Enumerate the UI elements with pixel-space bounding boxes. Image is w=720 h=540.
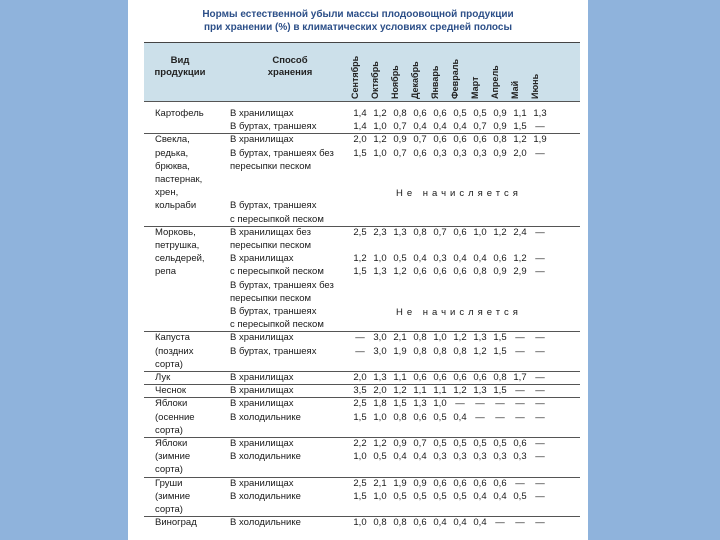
value-cell: 0,7 (413, 438, 427, 449)
value-cell: 1,1 (393, 372, 407, 383)
value-cell: 2,2 (353, 438, 367, 449)
value-cell: 0,4 (413, 451, 427, 463)
value-cell: 1,0 (373, 121, 387, 133)
value-cell: 1,9 (393, 345, 407, 357)
value-cell: 1,2 (373, 438, 387, 449)
value-cell: 2,1 (393, 332, 407, 344)
value-cell: — (515, 477, 525, 489)
value-cell: 0,8 (413, 226, 427, 238)
method-cell: В буртах, траншеях (230, 345, 317, 357)
method-cell: В хранилищах (230, 398, 294, 410)
value-cell: 1,7 (513, 372, 527, 383)
row-divider (144, 437, 580, 438)
header-month: Октябрь (370, 61, 380, 99)
value-cell: 0,5 (453, 490, 467, 502)
value-cell: 1,8 (373, 398, 387, 410)
product-cell: (поздних (155, 345, 194, 357)
value-cell: 0,9 (493, 108, 507, 119)
header-method-line-2: хранения (267, 67, 313, 78)
value-cell: 0,8 (413, 345, 427, 357)
value-cell: 3,0 (373, 345, 387, 357)
header-month: Ноябрь (390, 65, 400, 99)
value-cell: 0,7 (393, 147, 407, 159)
value-cell: 1,5 (513, 121, 527, 133)
value-cell: — (515, 332, 525, 344)
value-cell: 0,6 (413, 266, 427, 278)
value-cell: 0,8 (433, 345, 447, 357)
value-cell: 1,3 (393, 226, 407, 238)
method-cell: В хранилищах (230, 438, 294, 449)
value-cell: — (535, 451, 545, 463)
header-product-line-1: Вид (170, 55, 190, 66)
value-cell: 0,4 (413, 253, 427, 265)
product-cell: сорта) (155, 464, 183, 476)
value-cell: 1,3 (473, 332, 487, 344)
value-cell: 1,5 (493, 385, 507, 397)
value-cell: 0,4 (493, 490, 507, 502)
header-divider (144, 101, 580, 102)
row-divider (144, 397, 580, 398)
method-cell: В холодильнике (230, 411, 301, 423)
value-cell: — (355, 332, 365, 344)
method-cell: В хранилищах (230, 477, 294, 489)
value-cell: 0,6 (473, 134, 487, 146)
value-cell: 0,6 (453, 226, 467, 238)
value-cell: 0,3 (493, 451, 507, 463)
value-cell: 0,3 (433, 253, 447, 265)
value-cell: 0,6 (433, 134, 447, 146)
value-cell: 0,6 (453, 134, 467, 146)
value-cell: 0,6 (413, 108, 427, 119)
method-cell: пересыпки песком (230, 292, 312, 304)
value-cell: 0,6 (453, 372, 467, 383)
value-cell: 0,6 (453, 477, 467, 489)
value-cell: 1,2 (373, 134, 387, 146)
value-cell: 0,4 (453, 253, 467, 265)
value-cell: — (475, 411, 485, 423)
value-cell: 1,1 (513, 108, 527, 119)
value-cell: 0,3 (433, 451, 447, 463)
value-cell: — (515, 411, 525, 423)
value-cell: 2,0 (373, 385, 387, 397)
value-cell: 0,8 (493, 134, 507, 146)
method-cell: В буртах, траншеях без (230, 147, 334, 159)
value-cell: 2,1 (373, 477, 387, 489)
value-cell: — (535, 332, 545, 344)
value-cell: — (535, 345, 545, 357)
value-cell: 1,3 (373, 266, 387, 278)
value-cell: 1,5 (493, 332, 507, 344)
value-cell: 0,3 (433, 147, 447, 159)
value-cell: 0,7 (473, 121, 487, 133)
value-cell: 0,4 (433, 121, 447, 133)
value-cell: 0,4 (453, 121, 467, 133)
product-cell: (зимние (155, 451, 191, 463)
product-cell: кольраби (155, 200, 197, 212)
row-divider (144, 384, 580, 385)
value-cell: — (455, 398, 465, 410)
header-method (240, 55, 340, 79)
value-cell: 0,6 (433, 108, 447, 119)
value-cell: 0,6 (473, 372, 487, 383)
value-cell: 0,6 (433, 266, 447, 278)
value-cell: 0,9 (393, 438, 407, 449)
value-cell: 1,0 (373, 490, 387, 502)
value-cell: 2,9 (513, 266, 527, 278)
value-cell: 0,6 (473, 477, 487, 489)
method-cell: пересыпки песком (230, 240, 312, 251)
value-cell: 2,5 (353, 226, 367, 238)
product-cell: Лук (155, 372, 171, 383)
product-cell: хрен, (155, 187, 179, 199)
value-cell: — (495, 411, 505, 423)
value-cell: 0,4 (453, 517, 467, 529)
header-month: Сентябрь (350, 55, 360, 99)
value-cell: 0,6 (493, 477, 507, 489)
row-divider (144, 516, 580, 517)
value-cell: 0,9 (493, 121, 507, 133)
method-cell: В холодильнике (230, 517, 301, 529)
value-cell: 1,2 (493, 226, 507, 238)
value-cell: 1,1 (413, 385, 427, 397)
value-cell: 1,5 (353, 411, 367, 423)
value-cell: 1,0 (433, 398, 447, 410)
value-cell: — (515, 385, 525, 397)
row-divider (144, 477, 580, 478)
method-cell: В хранилищах (230, 108, 294, 119)
method-cell: В хранилищах (230, 332, 294, 344)
product-cell: сельдерей, (155, 253, 205, 265)
row-divider (144, 371, 580, 372)
value-cell: — (535, 372, 545, 383)
value-cell: — (355, 345, 365, 357)
value-cell: 1,9 (533, 134, 547, 146)
value-cell: 1,0 (373, 147, 387, 159)
value-cell: — (475, 398, 485, 410)
value-cell: 0,8 (393, 411, 407, 423)
header-month: Февраль (450, 59, 460, 99)
value-cell: 1,4 (353, 121, 367, 133)
method-cell: с пересыпкой песком (230, 213, 324, 225)
value-cell: 1,3 (473, 385, 487, 397)
value-cell: 0,3 (513, 451, 527, 463)
value-cell: 0,4 (453, 411, 467, 423)
not-calculated-note: Не начисляется (396, 188, 522, 200)
value-cell: 1,0 (373, 253, 387, 265)
value-cell: 2,0 (353, 134, 367, 146)
value-cell: 0,6 (433, 477, 447, 489)
value-cell: 0,8 (453, 345, 467, 357)
table-header (144, 42, 580, 102)
value-cell: 0,5 (493, 438, 507, 449)
value-cell: 0,9 (393, 134, 407, 146)
header-method-line-1: Способ (272, 55, 308, 66)
value-cell: 0,5 (453, 438, 467, 449)
value-cell: 2,5 (353, 477, 367, 489)
product-cell: Чеснок (155, 385, 187, 397)
method-cell: В буртах, траншеях без (230, 279, 334, 291)
value-cell: — (535, 517, 545, 529)
value-cell: 2,3 (373, 226, 387, 238)
product-cell: сорта) (155, 424, 183, 436)
value-cell: 0,5 (433, 438, 447, 449)
value-cell: 0,9 (493, 266, 507, 278)
value-cell: 0,8 (393, 517, 407, 529)
product-cell: Морковь, (155, 226, 196, 238)
method-cell: В буртах, траншеях (230, 200, 317, 212)
value-cell: 0,9 (493, 147, 507, 159)
method-cell: пересыпки песком (230, 160, 312, 172)
value-cell: 1,2 (353, 253, 367, 265)
product-cell: Яблоки (155, 398, 188, 410)
value-cell: 1,5 (393, 398, 407, 410)
method-cell: В буртах, траншеях (230, 121, 317, 133)
value-cell: — (535, 121, 545, 133)
product-cell: сорта) (155, 504, 183, 515)
product-cell: сорта) (155, 358, 183, 370)
product-cell: Капуста (155, 332, 190, 344)
value-cell: 1,2 (453, 332, 467, 344)
value-cell: 0,8 (373, 517, 387, 529)
header-month: Декабрь (410, 61, 420, 99)
value-cell: — (535, 438, 545, 449)
product-cell: (осенние (155, 411, 195, 423)
value-cell: 0,5 (393, 253, 407, 265)
method-cell: В хранилищах (230, 134, 294, 146)
value-cell: 0,5 (513, 490, 527, 502)
value-cell: 2,5 (353, 398, 367, 410)
value-cell: 0,5 (373, 451, 387, 463)
value-cell: 0,6 (493, 253, 507, 265)
value-cell: — (535, 490, 545, 502)
row-divider (144, 331, 580, 332)
value-cell: 1,3 (533, 108, 547, 119)
method-cell: В холодильнике (230, 451, 301, 463)
value-cell: 0,8 (393, 108, 407, 119)
title-line-1: Нормы естественной убыли массы плодоовощной продукции (202, 9, 514, 20)
row-divider (144, 226, 580, 227)
header-month: Май (510, 80, 520, 99)
value-cell: 0,6 (413, 411, 427, 423)
value-cell: 0,4 (473, 517, 487, 529)
value-cell: 0,3 (473, 147, 487, 159)
value-cell: 1,5 (493, 345, 507, 357)
not-calculated-note: Не начисляется (396, 307, 522, 318)
product-cell: брюква, (155, 160, 190, 172)
value-cell: 1,1 (433, 385, 447, 397)
value-cell: 0,4 (473, 490, 487, 502)
document-page (128, 0, 588, 540)
value-cell: 0,9 (413, 477, 427, 489)
value-cell: 0,3 (473, 451, 487, 463)
value-cell: 1,0 (353, 451, 367, 463)
value-cell: 1,3 (373, 372, 387, 383)
value-cell: — (535, 411, 545, 423)
value-cell: 0,6 (413, 517, 427, 529)
value-cell: 1,2 (453, 385, 467, 397)
value-cell: 1,9 (393, 477, 407, 489)
value-cell: 0,5 (433, 490, 447, 502)
value-cell: 0,7 (433, 226, 447, 238)
value-cell: 0,6 (413, 372, 427, 383)
value-cell: 2,0 (353, 372, 367, 383)
method-cell: В холодильнике (230, 490, 301, 502)
value-cell: 0,3 (453, 451, 467, 463)
value-cell: 0,5 (473, 438, 487, 449)
value-cell: 0,4 (393, 451, 407, 463)
value-cell: 0,6 (433, 372, 447, 383)
value-cell: 1,5 (353, 147, 367, 159)
row-divider (144, 133, 580, 134)
value-cell: 0,8 (473, 266, 487, 278)
value-cell: 1,0 (473, 226, 487, 238)
value-cell: 2,4 (513, 226, 527, 238)
value-cell: 3,5 (353, 385, 367, 397)
product-cell: пастернак, (155, 174, 203, 185)
value-cell: — (515, 398, 525, 410)
product-cell: Виноград (155, 517, 197, 529)
value-cell: 0,6 (453, 266, 467, 278)
page-title (128, 8, 588, 34)
value-cell: 0,4 (433, 517, 447, 529)
value-cell: 2,0 (513, 147, 527, 159)
value-cell: 0,3 (453, 147, 467, 159)
product-cell: Картофель (155, 108, 204, 119)
title-line-2: при хранении (%) в климатических условиях средней полосы (203, 22, 513, 33)
value-cell: 0,5 (433, 411, 447, 423)
value-cell: — (535, 477, 545, 489)
value-cell: — (535, 385, 545, 397)
value-cell: — (535, 147, 545, 159)
value-cell: 0,6 (513, 438, 527, 449)
method-cell: В хранилищах (230, 253, 294, 265)
value-cell: — (515, 517, 525, 529)
header-product (148, 55, 212, 79)
method-cell: с пересыпкой песком (230, 319, 324, 331)
method-cell: В хранилищах (230, 372, 294, 383)
value-cell: 1,2 (513, 253, 527, 265)
value-cell: 0,8 (493, 372, 507, 383)
product-cell: Яблоки (155, 438, 188, 449)
value-cell: 1,0 (433, 332, 447, 344)
product-cell: репа (155, 266, 176, 278)
value-cell: 1,0 (373, 411, 387, 423)
value-cell: — (515, 345, 525, 357)
value-cell: 1,5 (353, 490, 367, 502)
value-cell: — (535, 226, 545, 238)
header-month: Январь (430, 65, 440, 99)
header-month: Март (470, 76, 480, 99)
product-cell: редька, (155, 147, 189, 159)
value-cell: 1,5 (353, 266, 367, 278)
value-cell: — (535, 253, 545, 265)
value-cell: 0,7 (393, 121, 407, 133)
method-cell: В хранилищах без (230, 226, 311, 238)
product-cell: петрушка, (155, 240, 200, 251)
product-cell: Груши (155, 477, 183, 489)
value-cell: 0,5 (453, 108, 467, 119)
value-cell: 1,2 (393, 266, 407, 278)
value-cell: 0,5 (473, 108, 487, 119)
value-cell: 1,2 (393, 385, 407, 397)
value-cell: 1,3 (413, 398, 427, 410)
value-cell: — (495, 517, 505, 529)
value-cell: 1,0 (353, 517, 367, 529)
value-cell: 0,4 (473, 253, 487, 265)
header-month: Апрель (490, 65, 500, 99)
product-cell: (зимние (155, 490, 191, 502)
method-cell: с пересыпкой песком (230, 266, 324, 278)
value-cell: — (535, 266, 545, 278)
value-cell: 0,5 (393, 490, 407, 502)
value-cell: 1,2 (373, 108, 387, 119)
method-cell: В буртах, траншеях (230, 306, 317, 317)
value-cell: — (495, 398, 505, 410)
value-cell: 1,4 (353, 108, 367, 119)
value-cell: 0,8 (413, 332, 427, 344)
value-cell: 0,4 (413, 121, 427, 133)
product-cell: Свекла, (155, 134, 190, 146)
value-cell: — (535, 398, 545, 410)
value-cell: 0,7 (413, 134, 427, 146)
header-month: Июнь (530, 73, 540, 99)
value-cell: 3,0 (373, 332, 387, 344)
value-cell: 0,5 (413, 490, 427, 502)
value-cell: 1,2 (473, 345, 487, 357)
method-cell: В хранилищах (230, 385, 294, 397)
value-cell: 1,2 (513, 134, 527, 146)
value-cell: 0,6 (413, 147, 427, 159)
header-product-line-2: продукции (154, 67, 206, 78)
